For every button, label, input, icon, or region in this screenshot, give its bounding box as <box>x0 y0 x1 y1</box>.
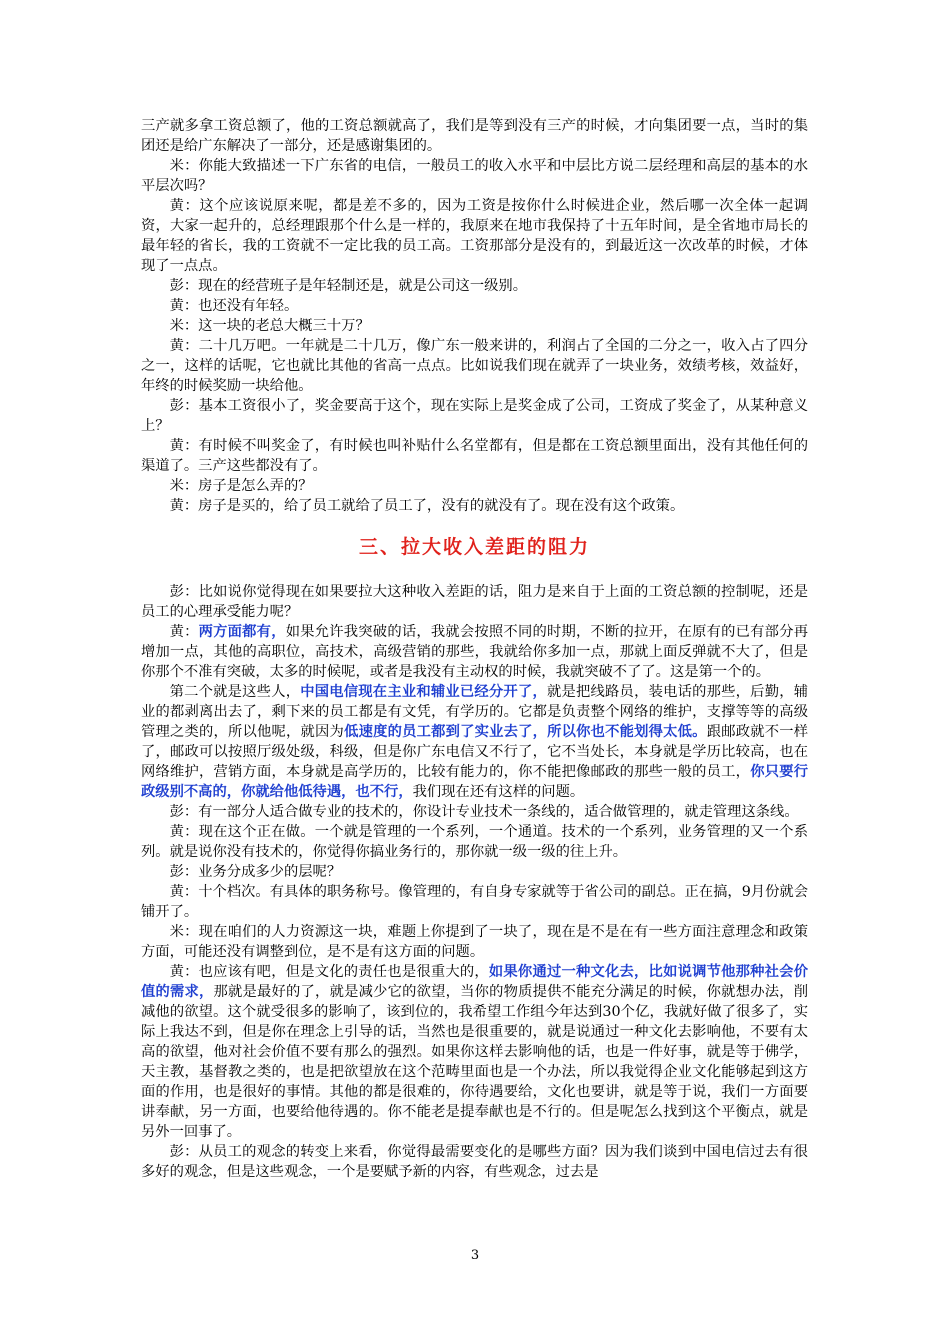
transcript-paragraph <box>141 822 808 862</box>
paragraph-text: 彭：有一部分人适合做专业的技术的，你设计专业技术一条线的，适合做管理的，就走管理这条线。 <box>169 804 799 820</box>
highlighted-text: 低速度的员工都到了实业去了，所以你也不能划得太低。 <box>344 724 707 740</box>
paragraph-text: 黄：有时候不叫奖金了，有时候也叫补贴什么名堂都有，但是都在工资总额里面出，没有其他任何的渠道了。三产这些都没有了。 <box>141 438 808 474</box>
paragraph-text: 米：这一块的老总大概三十万？ <box>169 318 370 334</box>
transcript-paragraph <box>141 962 808 1142</box>
transcript-paragraph <box>141 156 808 196</box>
transcript-paragraph <box>141 476 808 496</box>
transcript-paragraph <box>141 862 808 882</box>
paragraph-text: 如果允许我突破的话，我就会按照不同的时期，不断的拉开，在原有的已有部分再增加一点，其他的高职位，高技术，高级营销的那些，我就给你多加一点，那就上面反弹就不大了，但是你那个不准有突破，太多的时候呢，或者是我没有主动权的时候，我就突破不了了。这是第一个的。 <box>141 624 809 680</box>
paragraph-text: 黄：也还没有年轻。 <box>169 298 299 314</box>
page-number: 3 <box>470 1248 480 1263</box>
transcript-paragraph <box>141 582 808 622</box>
paragraph-text: 彭：从员工的观念的转变上来看，你觉得最需要变化的是哪些方面？因为我们谈到中国电信过去有很多好的观念，但是这些观念，一个是要赋予新的内容，有些观念，过去是 <box>141 1144 808 1180</box>
highlighted-text: 如果你通过一种文化去，比如说调节他那种社会价值的需求， <box>141 964 808 1000</box>
transcript-paragraph <box>141 396 808 436</box>
paragraph-text: 米：现在咱们的人力资源这一块，难题上你提到了一块了，现在是不是在有一些方面注意理念和政策方面，可能还没有调整到位，是不是有这方面的问题。 <box>141 924 808 960</box>
paragraph-text: 黄：房子是买的，给了员工就给了员工了，没有的就没有了。现在没有这个政策。 <box>169 498 685 514</box>
transcript-section-body <box>141 582 808 1182</box>
paragraph-text: 三产就多拿工资总额了，他的工资总额就高了，我们是等到没有三产的时候，才向集团要一点，当时的集团还是给广东解决了一部分，还是感谢集团的。 <box>141 118 808 154</box>
section-title: 三、拉大收入差距的阻力 <box>358 536 590 558</box>
paragraph-text: 黄：二十几万吧。一年就是二十几万，像广东一般来讲的，利润占了全国的二分之一，收入占了四分之一，这样的话呢，它也就比其他的省高一点点。比如说我们现在就弄了一块业务，效绩考核，效益好，年终的时候奖励一块给他。 <box>141 338 808 394</box>
highlighted-text: 中国电信现在主业和辅业已经分开了， <box>300 684 547 700</box>
highlighted-text: 两方面都有， <box>198 624 286 640</box>
transcript-paragraph <box>141 296 808 316</box>
transcript-paragraph <box>141 622 808 682</box>
paragraph-text: 黄：这个应该说原来呢，都是差不多的，因为工资是按你什么时候进企业，然后哪一次全体一起调资，大家一起升的，总经理跟那个什么是一样的，我原来在地市我保持了十五年时间，是全省地市局长的最年轻的省长，我的工资就不一定比我的员工高。工资那部分是没有的，到最近这一次改革的时候，才体现了一点点。 <box>141 198 808 274</box>
transcript-paragraph <box>141 682 808 802</box>
transcript-before-section <box>141 116 808 516</box>
transcript-paragraph <box>141 196 808 276</box>
paragraph-text: 就是把线路员，装电话的那些，后勤，辅业的都剥离出去了，剩下来的员工都是有文凭，有学历的。它都是负责整个网络的维护，支撑等等的高级管理之类的，所以他呢，就因为 <box>141 684 809 740</box>
paragraph-text: 黄： <box>169 624 199 640</box>
paragraph-text: 彭：业务分成多少的层呢？ <box>169 864 342 880</box>
paragraph-text: 跟邮政就不一样了，邮政可以按照厅级处级，科级，但是你广东电信又不行了，它不当处长，本身就是学历比较高，也在网络维护，营销方面，本身就是高学历的，比较有能力的，你不能把像邮政的那些一般的员工， <box>141 724 809 780</box>
paragraph-text: 黄：也应该有吧，但是文化的责任也是很重大的， <box>169 964 489 980</box>
transcript-paragraph <box>141 116 808 156</box>
transcript-paragraph <box>141 922 808 962</box>
paragraph-text: 米：你能大致描述一下广东省的电信，一般员工的收入水平和中层比方说二层经理和高层的基本的水平层次吗？ <box>141 158 808 194</box>
transcript-paragraph <box>141 802 808 822</box>
transcript-paragraph <box>141 276 808 296</box>
paragraph-text: 彭：基本工资很小了，奖金要高于这个，现在实际上是奖金成了公司，工资成了奖金了，从某种意义上？ <box>141 398 808 434</box>
transcript-paragraph <box>141 436 808 476</box>
transcript-paragraph <box>141 496 808 516</box>
paragraph-text: 那就是最好的了，就是减少它的欲望，当你的物质提供不能充分满足的时候，你就想办法，削减他的欲望。这个就受很多的影响了，该到位的，我希望工作组今年达到30个亿，我就好做了很多了，实际上我达不到，但是你在理念上引导的话，当然也是很重要的，就是说通过一种文化去影响他，不要有太高的欲望，他对社会价值不要有那么的强烈。如果你这样去影响他的话，也是一件好事，就是等于佛学，天主教，基督教之类的，也是把欲望放在这个范畴里面也是一个办法，所以我觉得企业文化能够起到这方面的作用，也是很好的事情。其他的都是很难的，你待遇要给，文化也要讲，就是等于说，我们一方面要讲奉献，另一方面，也要给他待遇的。你不能老是提奉献也是不行的。但是呢怎么找到这个平衡点，就是另外一回事了。 <box>141 984 809 1140</box>
paragraph-text: 黄：十个档次。有具体的职务称号。像管理的，有自身专家就等于省公司的副总。正在搞，9月份就会铺开了。 <box>141 884 808 920</box>
paragraph-text: 黄：现在这个正在做。一个就是管理的一个系列，一个通道。技术的一个系列，业务管理的又一个系列。就是说你没有技术的，你觉得你搞业务行的，那你就一级一级的往上升。 <box>141 824 808 860</box>
paragraph-text: 米：房子是怎么弄的？ <box>169 478 313 494</box>
transcript-paragraph <box>141 316 808 336</box>
transcript-paragraph <box>141 1142 808 1182</box>
document-page <box>141 116 808 1182</box>
paragraph-text: 彭：现在的经营班子是年轻制还是，就是公司这一级别。 <box>169 278 528 294</box>
paragraph-text: 我们现在还有这样的问题。 <box>412 784 585 800</box>
transcript-paragraph <box>141 336 808 396</box>
paragraph-text: 第二个就是这些人， <box>169 684 301 700</box>
paragraph-text: 彭：比如说你觉得现在如果要拉大这种收入差距的话，阻力是来自于上面的工资总额的控制呢，还是员工的心理承受能力呢？ <box>141 584 808 620</box>
highlighted-text: 你只要行政级别不高的，你就给他低待遇，也不行， <box>141 764 808 800</box>
transcript-paragraph <box>141 882 808 922</box>
